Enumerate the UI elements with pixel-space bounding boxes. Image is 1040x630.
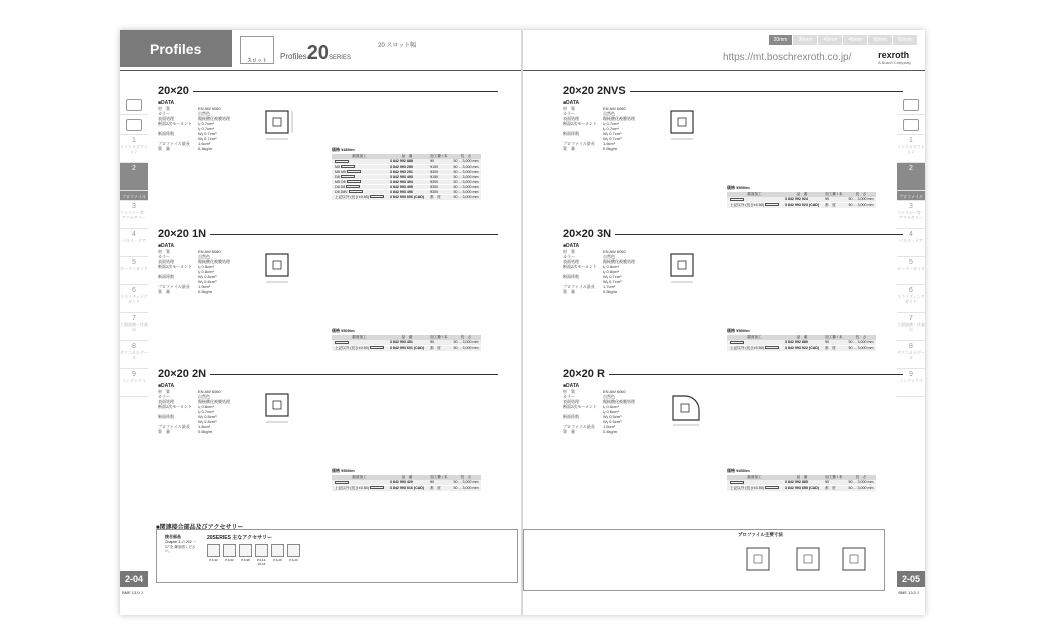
cost-cell: ¥150: [427, 164, 450, 169]
slot-dim: 20 スロット幅: [378, 43, 417, 49]
end-machining-cell: 上記以外 (長さ±0.50): [332, 194, 387, 200]
catalog-code: BME 13.0 J: [898, 590, 919, 595]
price-block: 価格 ¥550/m 端面加工 品 番 加工費 / 本 長 さ 3 842 993 420 ¥0 50 ... 3,000 mm 上記以外 (長さ±0.50) 3 842 993 016 (CAD) 都 度 50 ... 3,000 mm: [332, 468, 481, 492]
length-cell: 50 ... 3,000 mm: [450, 184, 481, 189]
part-number-cell: 3 842 993 251: [387, 169, 427, 174]
price-table: [727, 192, 876, 209]
cost-cell: ¥300: [427, 184, 450, 189]
part-number-cell: 3 842 993 494: [387, 179, 427, 184]
cost-cell: ¥300: [427, 179, 450, 184]
catalog-code: BME 13.0 J: [122, 590, 143, 595]
profile-swatch-icon: [335, 341, 349, 344]
dimension-drawings: [739, 540, 879, 588]
profile-swatch-icon: [370, 195, 384, 198]
dimensions-box: [523, 529, 885, 591]
nav-item-3[interactable]: 3 ファスナー等・アクセサリー: [897, 201, 925, 229]
end-machining-cell: M5 M5: [332, 169, 387, 174]
profile-swatch-icon: [370, 346, 384, 349]
accessory-item[interactable]: [223, 544, 236, 566]
table-header: 品 番: [782, 475, 822, 480]
accessory-page-ref: P.3-32: [209, 558, 218, 562]
nav-item-1[interactable]: 1 イントロダクション: [897, 135, 925, 163]
accessory-item[interactable]: [239, 544, 252, 566]
part-number-cell: 3 842 993 451: [387, 340, 427, 345]
accessory-box: 接合部品 Chapter 3 の 202 ～ 17 を 御参照ください。 20SERIES 主なアクセサリー P.3-32 P.3-62 P.3-98 P.3-13, 15-16 P.3-29 P.3-20: [156, 529, 518, 583]
part-number-cell: 3 842 993 016 (CAD): [387, 485, 427, 491]
end-machining-cell: 上記以外 (長さ±0.50): [727, 345, 782, 351]
nav-item-2[interactable]: 2: [120, 163, 148, 191]
part-number-cell: 3 842 993 922 (CAD): [782, 345, 822, 351]
length-cell: 50 ... 3,000 mm: [845, 340, 876, 345]
price-block: 価格 ¥500/m 端面加工 品 番 加工費 / 本 長 さ 3 842 993 451 ¥0 50 ... 3,000 mm 上記以外 (長さ±0.50) 3 842 993 601 (CAD) 都 度 50 ... 3,000 mm: [332, 328, 481, 352]
part-number-cell: 3 842 993 006 (CAD): [387, 194, 427, 200]
length-cell: 50 ... 3,000 mm: [450, 169, 481, 174]
cost-cell: ¥0: [822, 197, 845, 202]
length-cell: 50 ... 3,000 mm: [845, 345, 876, 351]
profile-swatch-icon: [341, 175, 355, 178]
nav-item-4[interactable]: 4 パネル・ドア: [897, 229, 925, 257]
part-number-cell: 3 842 993 655 (CAD): [782, 485, 822, 491]
table-row: [332, 184, 481, 189]
accessory-title: ■関連接合部品及びアクセサリー: [156, 525, 244, 531]
accessory-item[interactable]: [287, 544, 300, 566]
nav-item-5[interactable]: 5 ローラーガイド: [120, 257, 148, 285]
length-cell: 50 ... 3,000 mm: [450, 345, 481, 351]
part-number-cell: 3 842 992 880: [782, 340, 822, 345]
length-cell: 50 ... 3,000 mm: [450, 189, 481, 194]
accessory-thumbnail: [271, 544, 284, 557]
cost-cell: 都 度: [822, 202, 845, 208]
accessory-item[interactable]: [255, 544, 268, 566]
nav-item-3[interactable]: 3 ファスナー等・アクセサリー: [120, 201, 148, 229]
table-header: 端面加工: [727, 335, 782, 340]
table-header: 加工費 / 本: [427, 335, 450, 340]
cost-cell: ¥0: [822, 480, 845, 485]
page-number: 2-05: [897, 571, 925, 587]
profile-swatch-icon: [346, 185, 360, 188]
section-20x20: [158, 85, 498, 225]
data-block: ■DATA 材 質 EN AW 6060 カラー 自然色 表面処理 陽極酸化被膜処理 断面2次モーメント Iₓ 0.7cm⁴ Iᵧ 0.7cm⁴ 断面係数 Wₓ 0.7cm³ Wᵧ 0.7cm³ プロファイル最長 1.6cm² 質 量 0.4kg/m: [158, 100, 230, 151]
profile-swatch-icon: [335, 481, 349, 484]
left-side-nav: [120, 95, 148, 397]
price-block: 価格 ¥480/m 端面加工 品 番 加工費 / 本 長 さ 3 842 992 888 ¥0 50 ... 3,000 mm M5 3 842 993 250 ¥150 50 ... 3,000 mm M5 M5 3 842 993 251 ¥300 50 ... 3,000 mm D8 3 842 993 493 ¥150 50 ... 3,000 mm M5 D8 3 842 993 494 ¥300 50 ... 3,000 mm D8 D8 3 842 993 495 ¥300 50 ... 3,000 mm D8 D8V 3 842 993 496 ¥300 50 ... 3,000 mm 上記以外 (長さ±0.50) 3 842 993 006 (CAD) 都 度 50 ... 3,000 mm: [332, 147, 481, 201]
length-cell: 50 ... 3,000 mm: [845, 485, 876, 491]
table-header: 品 番: [387, 475, 427, 480]
catalog-spread: [120, 30, 925, 615]
nav-item-7[interactable]: 7 工場設備・作業台: [897, 313, 925, 341]
accessory-thumbnail: [255, 544, 268, 557]
cost-cell: 都 度: [427, 485, 450, 491]
profile-drawing: [262, 390, 296, 430]
part-number-cell: 3 842 992 888: [387, 159, 427, 164]
table-header: 加工費 / 本: [822, 475, 845, 480]
size-tab[interactable]: 40mm: [818, 35, 842, 45]
cost-cell: ¥0: [427, 340, 450, 345]
table-header: 端面加工: [727, 192, 782, 197]
profile-swatch-icon: [730, 198, 744, 201]
size-tab[interactable]: 50mm: [868, 35, 892, 45]
cost-cell: ¥300: [427, 169, 450, 174]
data-block: ■DATA 材 質 EN AW 6060 カラー 自然色 表面処理 陽極酸化被膜処理 断面2次モーメント Iₓ 0.8cm⁴ Iᵧ 0.8cm⁴ 断面係数 Wₓ 0.8cm³ Wᵧ 0.8cm³ プロファイル最長 1.9cm² 質 量 0.5kg/m: [158, 243, 230, 294]
end-machining-cell: D8 D8: [332, 184, 387, 189]
table-row: [332, 164, 481, 169]
section-title: 20×20 2NVS: [563, 85, 903, 97]
section-20x20-2n: [158, 368, 498, 508]
profile-swatch-icon: [347, 180, 361, 183]
section-20x20-1n: [158, 228, 498, 368]
end-machining-cell: D8 D8V: [332, 189, 387, 194]
end-machining-cell: M5: [332, 164, 387, 169]
table-row: [332, 189, 481, 194]
series-label: Profiles20SERIES: [280, 42, 351, 64]
nav-item-6[interactable]: 6 スライディングガイド: [897, 285, 925, 313]
part-number-cell: 3 842 993 495: [387, 184, 427, 189]
section-title: 20×20: [158, 85, 498, 97]
header-rule: [523, 70, 925, 71]
table-row: [727, 345, 876, 351]
brand-logo: rexroth A Bosch Company: [878, 50, 911, 65]
length-cell: 50 ... 3,000 mm: [450, 485, 481, 491]
price-block: 価格 ¥450/m 端面加工 品 番 加工費 / 本 長 さ 3 842 992 885 ¥0 50 ... 3,000 mm 上記以外 (長さ±0.50) 3 842 993 655 (CAD) 都 度 50 ... 3,000 mm: [727, 468, 876, 492]
profile-swatch-icon: [730, 481, 744, 484]
table-header: 長 さ: [845, 475, 876, 480]
length-cell: 50 ... 3,000 mm: [845, 202, 876, 208]
part-number-cell: 3 842 993 923 (CAD): [782, 202, 822, 208]
table-header: 加工費 / 本: [427, 475, 450, 480]
end-machining-cell: 上記以外 (長さ±0.50): [727, 202, 782, 208]
nav-slot-icon[interactable]: [120, 95, 148, 115]
length-cell: 50 ... 3,000 mm: [450, 159, 481, 164]
table-header: 長 さ: [845, 192, 876, 197]
length-cell: 50 ... 3,000 mm: [450, 480, 481, 485]
table-header: 品 番: [387, 154, 427, 159]
cost-cell: 都 度: [427, 194, 450, 200]
table-row: [332, 169, 481, 174]
page-number: 2-04: [120, 571, 148, 587]
section-20x20-2nvs: [563, 85, 903, 225]
profile-swatch-icon: [370, 486, 384, 489]
table-header: 端面加工: [727, 475, 782, 480]
nav-item-7[interactable]: 7 工場設備・作業台: [120, 313, 148, 341]
table-header: 端面加工: [332, 475, 387, 480]
nav-item-2[interactable]: 2: [897, 163, 925, 191]
accessory-page-ref: P.3-62: [225, 558, 234, 562]
price-block: 価格 ¥550/m 端面加工 品 番 加工費 / 本 長 さ 3 842 992 924 ¥0 50 ... 3,000 mm 上記以外 (長さ±0.50) 3 842 993 923 (CAD) 都 度 50 ... 3,000 mm: [727, 185, 876, 209]
section-title: 20×20 2N: [158, 368, 498, 380]
part-number-cell: 3 842 992 924: [782, 197, 822, 202]
table-header: 加工費 / 本: [822, 335, 845, 340]
end-machining-cell: 上記以外 (長さ±0.50): [332, 485, 387, 491]
price-table: [727, 335, 876, 352]
cost-cell: 都 度: [822, 345, 845, 351]
section-title: 20×20 3N: [563, 228, 903, 240]
part-number-cell: 3 842 993 496: [387, 189, 427, 194]
length-cell: 50 ... 3,000 mm: [450, 340, 481, 345]
cost-cell: ¥0: [427, 480, 450, 485]
table-row: [332, 485, 481, 491]
section-20x20-r: [563, 368, 903, 508]
accessory-item[interactable]: [271, 544, 284, 566]
part-number-cell: 3 842 993 250: [387, 164, 427, 169]
part-number-cell: 3 842 992 885: [782, 480, 822, 485]
part-number-cell: 3 842 993 493: [387, 174, 427, 179]
profile-swatch-icon: [341, 165, 355, 168]
data-block: ■DATA 材 質 EN AW 6060 カラー 自然色 表面処理 陽極酸化被膜処理 断面2次モーメント Iₓ 0.6cm⁴ Iᵧ 0.6cm⁴ 断面係数 Wₓ 0.5cm³ Wᵧ 0.5cm³ プロファイル最長 1.6cm² 質 量 0.4kg/m: [563, 383, 635, 434]
accessory-item[interactable]: [207, 544, 220, 566]
price-table: [727, 475, 876, 492]
price-table: [332, 335, 481, 352]
table-row: [332, 345, 481, 351]
cost-cell: 都 度: [822, 485, 845, 491]
table-header: 加工費 / 本: [427, 154, 450, 159]
cost-cell: ¥0: [427, 159, 450, 164]
profile-drawing: [262, 107, 296, 147]
end-machining-cell: 上記以外 (長さ±0.50): [332, 345, 387, 351]
end-machining-cell: D8: [332, 174, 387, 179]
dimensions-title: プロファイル主要寸法: [738, 532, 783, 537]
table-row: [727, 202, 876, 208]
table-row: [332, 174, 481, 179]
table-row: [332, 194, 481, 200]
table-header: 端面加工: [332, 154, 387, 159]
website-url[interactable]: https://mt.boschrexroth.co.jp/: [723, 52, 852, 63]
header-rule: [120, 70, 522, 71]
data-block: ■DATA 材 質 EN AW 6060 カラー 自然色 表面処理 陽極酸化被膜処理 断面2次モーメント Iₓ 0.7cm⁴ Iᵧ 0.7cm⁴ 断面係数 Wₓ 0.7cm³ Wᵧ 0.7cm³ プロファイル最長 1.6cm² 質 量 0.5kg/m: [563, 100, 635, 151]
cost-cell: ¥300: [427, 189, 450, 194]
end-machining-cell: 上記以外 (長さ±0.50): [727, 485, 782, 491]
right-page: [523, 30, 925, 615]
profile-drawing: [667, 250, 701, 290]
table-header: 長 さ: [450, 335, 481, 340]
table-header: 長 さ: [450, 154, 481, 159]
nav-slot-icon-2[interactable]: [120, 115, 148, 135]
length-cell: 50 ... 3,000 mm: [450, 174, 481, 179]
page-title: Profiles: [120, 30, 232, 67]
table-header: 品 番: [387, 335, 427, 340]
section-title: 20×20 1N: [158, 228, 498, 240]
profile-swatch-icon: [349, 190, 363, 193]
price-table: [332, 475, 481, 492]
table-row: [727, 485, 876, 491]
accessory-thumbnail: [239, 544, 252, 557]
cost-cell: ¥0: [822, 340, 845, 345]
accessory-page-ref: P.3-29: [273, 558, 282, 562]
nav-item-6[interactable]: 6 スライディングガイド: [120, 285, 148, 313]
accessory-page-ref: P.3-13, 15-16: [256, 558, 267, 566]
profile-swatch-icon: [765, 203, 779, 206]
part-number-cell: 3 842 993 420: [387, 480, 427, 485]
size-tab[interactable]: 30mm: [793, 35, 817, 45]
size-tab[interactable]: 20mm: [769, 35, 793, 45]
table-header: 長 さ: [845, 335, 876, 340]
table-header: 加工費 / 本: [822, 192, 845, 197]
profile-swatch-icon: [335, 160, 349, 163]
nav-item-5[interactable]: 5 ローラーガイド: [897, 257, 925, 285]
accessory-thumbnail: [207, 544, 220, 557]
nav-item-9[interactable]: 9 インデックス: [120, 369, 148, 397]
profile-drawing: [667, 107, 701, 147]
left-page: [120, 30, 522, 615]
cost-cell: 都 度: [427, 345, 450, 351]
data-block: ■DATA 材 質 EN AW 6060 カラー 自然色 表面処理 陽極酸化被膜処理 断面2次モーメント Iₓ 0.8cm⁴ Iᵧ 0.8cm⁴ 断面係数 Wₓ 0.7cm³ Wᵧ 0.7cm³ プロファイル最長 1.7cm² 質 量 0.5kg/m: [563, 243, 635, 294]
nav-item-9[interactable]: 9 インデックス: [897, 369, 925, 397]
accessory-thumbnail: [223, 544, 236, 557]
size-tabs: [769, 35, 917, 45]
accessory-page-ref: P.3-98: [241, 558, 250, 562]
table-header: 品 番: [782, 192, 822, 197]
data-block: ■DATA 材 質 EN AW 6060 カラー 自然色 表面処理 陽極酸化被膜処理 断面2次モーメント Iₓ 0.8cm⁴ Iᵧ 0.7cm⁴ 断面係数 Wₓ 0.8cm³ Wᵧ 0.8cm³ プロファイル最長 1.8cm² 質 量 0.5kg/m: [158, 383, 230, 434]
nav-item-8[interactable]: 8 テクニカルデータ: [120, 341, 148, 369]
nav-item-profiles[interactable]: プロファイル: [120, 191, 148, 201]
length-cell: 50 ... 3,000 mm: [845, 480, 876, 485]
profile-swatch-icon: [765, 486, 779, 489]
table-header: 長 さ: [450, 475, 481, 480]
size-tab[interactable]: 45mm: [843, 35, 867, 45]
nav-item-4[interactable]: 4 パネル・ドア: [120, 229, 148, 257]
section-title: 20×20 R: [563, 368, 903, 380]
profile-drawing: [667, 390, 707, 430]
accessory-items: [207, 544, 300, 566]
end-machining-cell: M5 D8: [332, 179, 387, 184]
length-cell: 50 ... 3,000 mm: [450, 179, 481, 184]
size-tab[interactable]: 60mm: [893, 35, 917, 45]
price-table: [332, 154, 481, 201]
table-header: 端面加工: [332, 335, 387, 340]
nav-item-profiles[interactable]: プロファイル: [897, 191, 925, 201]
accessory-section: [156, 522, 516, 566]
price-block: 価格 ¥550/m 端面加工 品 番 加工費 / 本 長 さ 3 842 992 880 ¥0 50 ... 3,000 mm 上記以外 (長さ±0.50) 3 842 993 922 (CAD) 都 度 50 ... 3,000 mm: [727, 328, 876, 352]
length-cell: 50 ... 3,000 mm: [450, 164, 481, 169]
slot-icon: スロット: [240, 36, 274, 64]
part-number-cell: 3 842 993 601 (CAD): [387, 345, 427, 351]
profile-swatch-icon: [730, 341, 744, 344]
length-cell: 50 ... 3,000 mm: [450, 194, 481, 200]
cost-cell: ¥150: [427, 174, 450, 179]
accessory-thumbnail: [287, 544, 300, 557]
table-row: [332, 179, 481, 184]
profile-drawing: [262, 250, 296, 290]
profile-swatch-icon: [347, 170, 361, 173]
section-20x20-3n: [563, 228, 903, 368]
profile-swatch-icon: [765, 346, 779, 349]
accessory-page-ref: P.3-20: [289, 558, 298, 562]
nav-item-1[interactable]: 1 イントロダクション: [120, 135, 148, 163]
nav-item-8[interactable]: 8 テクニカルデータ: [897, 341, 925, 369]
table-header: 品 番: [782, 335, 822, 340]
length-cell: 50 ... 3,000 mm: [845, 197, 876, 202]
